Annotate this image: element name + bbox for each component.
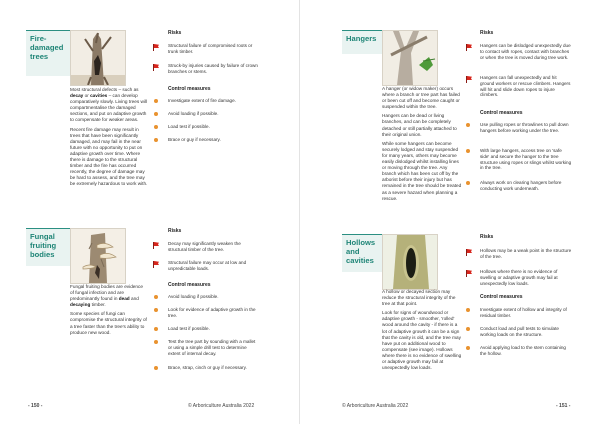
control-bullet-icon: [154, 340, 158, 344]
control-heading: Control measures: [168, 282, 211, 288]
desc-text: and: [129, 296, 139, 302]
title-line: Hangers: [346, 34, 377, 43]
fire-description: [70, 87, 148, 191]
control-heading: Control measures: [168, 86, 211, 92]
section-title-fire: [26, 30, 72, 76]
page-number: - 151 -: [556, 403, 571, 409]
control-item: Brace or guy if necessary.: [168, 137, 221, 142]
risks-heading: Risks: [168, 30, 182, 36]
risk-item: Structural failure may occur at low and unpredictable loads.: [168, 260, 247, 271]
warning-flag-icon: [153, 44, 159, 51]
desc-paragraph: Recent fire damage may result in trees that have been significantly damaged, and may fail in the near future with no opportunity to put on adaptive growth over time. Where there is damage to the structural timber and the fire has occurred recently, the degree of damage may be hard to assess, and the tree may be extremely hazardous to work with.: [70, 126, 148, 187]
control-item: Look for evidence of adaptive growth in the tree.: [168, 307, 256, 318]
risk-item: Hangers can fall unexpectedly and hit ground workers or rescue climbers. Hangers will hit and slide down ropes to injure climbers.: [480, 75, 571, 98]
control-bullet-icon: [466, 327, 470, 331]
desc-bold: decay: [70, 93, 84, 99]
fire-tree-illustration: [70, 30, 126, 86]
title-line: trees: [30, 52, 49, 61]
control-bullet-icon: [154, 138, 158, 142]
fungal-tree-illustration: [70, 228, 126, 284]
control-bullet-icon: [466, 181, 470, 185]
control-bullet-icon: [154, 112, 158, 116]
risk-item: Decay may significantly weaken the structural timber of the tree.: [168, 241, 241, 252]
risk-item: Structural failure of compromised roots or trunk timber.: [168, 43, 253, 54]
desc-paragraph: A hollow or decayed section may reduce the structural integrity of the tree at that point.: [382, 289, 456, 307]
desc-paragraph: Hangers can be dead or living branches, and can be completely detached or still partially attached to their original union.: [382, 113, 457, 137]
control-bullet-icon: [466, 123, 470, 127]
warning-flag-icon: [466, 249, 472, 256]
desc-bold: decaying: [70, 302, 91, 308]
risks-heading: Risks: [168, 228, 182, 234]
control-bullet-icon: [154, 366, 158, 370]
risks-heading: Risks: [480, 234, 494, 240]
title-line: and: [346, 247, 360, 256]
warning-flag-icon: [153, 242, 159, 249]
control-item: With large hangers, access tree on 'safe side' and secure the hanger to the tree structure using ropes or slings whilst working in the tree.: [480, 148, 572, 171]
control-bullet-icon: [466, 346, 470, 350]
control-item: Avoid applying load to the stem containing the hollow.: [480, 345, 566, 356]
hanger-illustration: [382, 30, 438, 86]
title-line: Fungal: [30, 232, 55, 241]
desc-paragraph: While some hangers can become securely lodged and stay suspended for many years, others may become easily dislodged whilst installing lines or moving through the tree. Any branch which has been cut off by the arborist before their injury but has remained in the tree should be treated as a severe hazard when planning a rescue.: [382, 140, 462, 201]
warning-flag-icon: [466, 270, 472, 277]
control-bullet-icon: [154, 125, 158, 129]
fungal-description: [70, 284, 148, 339]
desc-paragraph: Some species of fungi can compromise the structural integrity of a tree faster than the tree's ability to produce new wood.: [70, 311, 147, 335]
desc-paragraph: Look for signs of woundwood or adaptive growth - smoother, 'rolled' wood around the cavity - if there is a lot of adaptive growth it can be a sign that the cavity is old, and the tree may have put on additional wood to compensate (see image). Hollows where there is no evidence of swelling or adaptive growth may fail at unexpectedly low loads.: [382, 310, 462, 371]
risk-item: Hangers can be dislodged unexpectedly due to contact with ropes, contact with branches or when the tree is moved during tree work.: [480, 43, 571, 60]
control-item: Conduct load and pull tests to simulate working loads on the structure.: [480, 326, 559, 337]
desc-text: timber.: [90, 302, 106, 308]
control-heading: Control measures: [480, 110, 523, 116]
copyright-right: © Arboriculture Australia 2022: [342, 403, 409, 409]
page-spine: [299, 0, 300, 424]
risk-item: Hollows where there is no evidence of swelling or adaptive growth may fail at unexpectedly low loads.: [480, 269, 558, 286]
warning-flag-icon: [153, 261, 159, 268]
hangers-description: [382, 86, 462, 205]
warning-flag-icon: [466, 76, 472, 83]
title-line: cavities: [346, 256, 374, 265]
control-item: Brace, strap, cinch or guy if necessary.: [168, 365, 247, 370]
section-title-fungal: [26, 228, 72, 266]
control-heading: Control measures: [480, 294, 523, 300]
hollow-illustration: [382, 234, 438, 290]
warning-flag-icon: [153, 64, 159, 71]
control-item: Investigate extent of fire damage.: [168, 98, 236, 103]
control-bullet-icon: [154, 295, 158, 299]
risk-item: Hollows may be a weak point in the structure of the tree.: [480, 248, 572, 259]
page-number-right: [556, 403, 570, 409]
control-item: Investigate extent of hollow and integrity of residual timber.: [480, 307, 567, 318]
risk-item: Struck-by injuries caused by failure of crown branches or stems.: [168, 63, 258, 74]
control-item: Test the tree part by sounding with a mallet or using a simple drill test to determine extent of internal decay.: [168, 339, 256, 356]
desc-bold: dead: [118, 296, 130, 302]
title-line: damaged: [30, 43, 64, 52]
hollows-description: [382, 289, 462, 374]
desc-text: or: [83, 93, 91, 99]
title-line: Fire-: [30, 34, 47, 43]
control-item: Avoid loading if possible.: [168, 111, 219, 116]
control-bullet-icon: [154, 308, 158, 312]
copyright-left: © Arboriculture Australia 2022: [188, 403, 255, 409]
page-number: - 150 -: [28, 403, 43, 409]
control-bullet-icon: [154, 327, 158, 331]
control-item: Avoid loading if possible.: [168, 294, 219, 299]
desc-text: Most structural defects – such as: [70, 87, 139, 92]
page-number-left: [28, 403, 42, 409]
desc-paragraph: A hanger (or widow maker) occurs where a branch or tree part has failed or been cut off and become caught or suspended within the tree.: [382, 86, 460, 110]
control-item: Load test if possible.: [168, 326, 210, 331]
warning-flag-icon: [466, 44, 472, 51]
control-item: Always work on clearing hangers before conducting work underneath.: [480, 180, 562, 191]
control-bullet-icon: [154, 99, 158, 103]
title-line: fruiting: [30, 241, 57, 250]
title-line: bodies: [30, 250, 55, 259]
desc-text: Fungal fruiting bodies are evidence of fungal infection and are predominantly found in: [70, 284, 143, 302]
control-item: Load test if possible.: [168, 124, 210, 129]
desc-text: – can develop comparatively slowly. Living trees will compartmentalise the damaged sections, and put on adaptive growth to compensate for weaker areas.: [70, 93, 148, 123]
control-bullet-icon: [466, 308, 470, 312]
control-item: Use pulling ropes or throwlines to pull down hangers before working under the tree.: [480, 122, 569, 133]
title-line: Hollows: [346, 238, 376, 247]
desc-bold: cavities: [90, 93, 108, 99]
control-bullet-icon: [466, 149, 470, 153]
risks-heading: Risks: [480, 30, 494, 36]
